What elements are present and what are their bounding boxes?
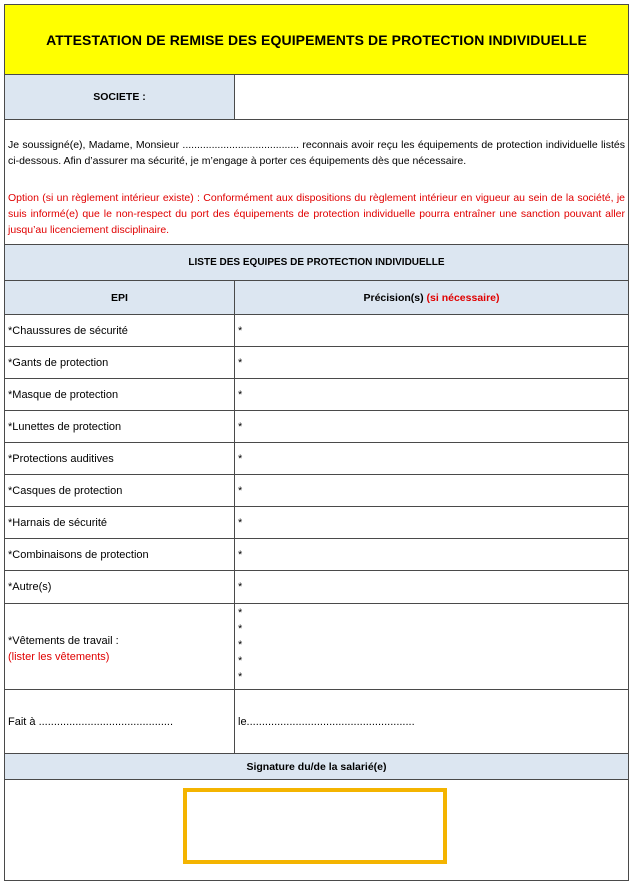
epi-row-9 [5,571,628,604]
epi-precision-field[interactable]: * [238,420,243,433]
epi-precision-field[interactable]: * [238,356,243,369]
vetements-precision-field[interactable] [235,604,628,689]
column-epi: EPI [5,281,235,314]
epi-row-3 [5,379,628,411]
epi-row-7 [5,507,628,539]
column-precision-note: (si nécessaire) [426,291,500,304]
vetements-bullet: * [238,671,243,683]
epi-label: *Combinaisons de protection [5,539,235,570]
fait-a-field[interactable]: Fait à ............................................ [5,690,235,753]
vetements-bullet: * [238,607,243,619]
column-precision-label: Précision(s) [363,291,424,304]
societe-label: SOCIETE : [5,75,235,119]
epi-row-8 [5,539,628,571]
signature-box[interactable] [183,788,447,864]
epi-row-2 [5,347,628,379]
option-text: Option (si un règlement intérieur existe) : Conformément aux dispositions du règlement intérieur en vigueur au sein de la société, je suis informé(e) que le non-respect du port des équipements de protection individuelle pourra entraîner une sanction pouvant aller jusqu’au licenciement disciplinaire. [8,192,625,236]
vetements-bullet: * [238,639,243,651]
epi-label: *Lunettes de protection [5,411,235,442]
vetements-note: (lister les vêtements) [8,651,110,663]
societe-row [5,75,628,120]
epi-row-6 [5,475,628,507]
vetements-bullet: * [238,623,243,635]
list-header: LISTE DES EQUIPES DE PROTECTION INDIVIDUELLE [5,245,628,281]
epi-attestation-form [4,4,629,881]
date-field[interactable]: le....................................................... [238,715,415,728]
epi-row-5 [5,443,628,475]
fait-row [5,690,628,754]
epi-row-1 [5,315,628,347]
epi-precision-field[interactable]: * [238,324,243,337]
epi-label: *Autre(s) [5,571,235,603]
societe-field[interactable] [235,75,628,119]
vetements-row [5,604,628,690]
columns-header [5,281,628,315]
epi-precision-field[interactable]: * [238,388,243,401]
vetements-bullet: * [238,655,243,667]
form-title: ATTESTATION DE REMISE DES EQUIPEMENTS DE PROTECTION INDIVIDUELLE [5,5,628,75]
epi-precision-field[interactable]: * [238,484,243,497]
epi-precision-field[interactable]: * [238,581,243,593]
column-precision [235,281,628,314]
epi-row-4 [5,411,628,443]
text-section [5,120,628,245]
epi-label: *Gants de protection [5,347,235,378]
vetements-cell [5,604,235,689]
epi-label: *Harnais de sécurité [5,507,235,538]
declaration-text: Je soussigné(e), Madame, Monsieur ........................................ reconnais avoir reçu les équipements de protection individuelle listés ci-dessous. Afin d’assurer ma sécurité, je m’engage à porter ces équipements dès que nécessaire. [8,139,625,167]
epi-precision-field[interactable]: * [238,452,243,465]
signature-header: Signature du/de la salarié(e) [5,754,628,780]
epi-precision-field[interactable]: * [238,516,243,529]
epi-label: *Chaussures de sécurité [5,315,235,346]
vetements-label: *Vêtements de travail : [8,635,119,647]
epi-label: *Casques de protection [5,475,235,506]
epi-label: *Protections auditives [5,443,235,474]
epi-precision-field[interactable]: * [238,548,243,561]
epi-label: *Masque de protection [5,379,235,410]
